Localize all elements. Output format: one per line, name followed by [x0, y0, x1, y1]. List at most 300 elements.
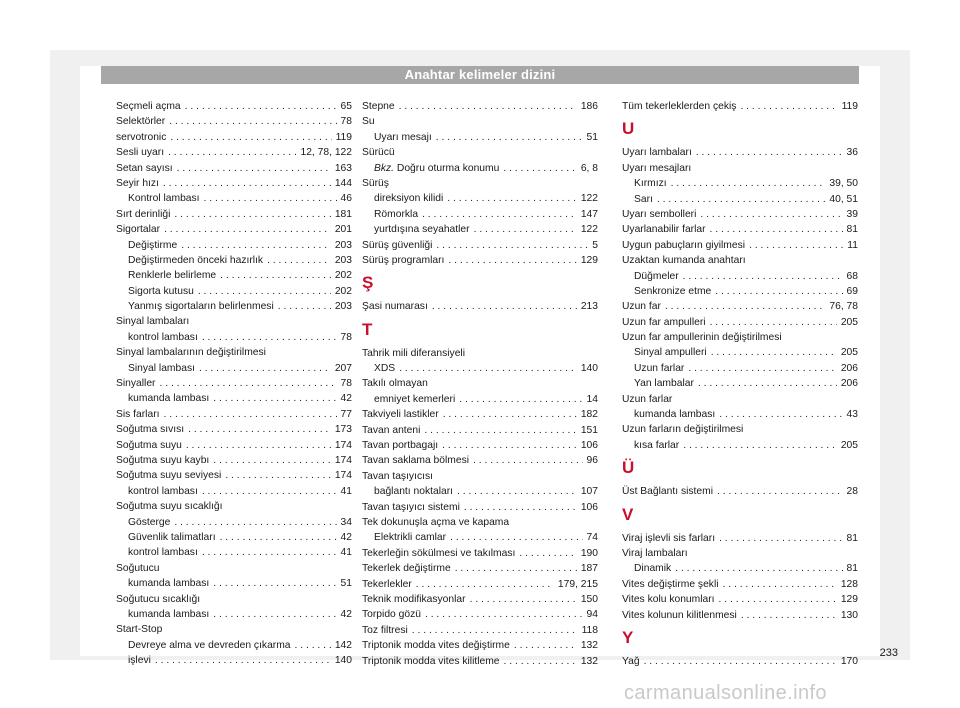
index-column-1 [116, 99, 352, 668]
entry-term: Şasi numarası [362, 301, 428, 313]
entry-term: Devreye alma ve devreden çıkarma [128, 639, 291, 651]
index-entry [362, 376, 598, 391]
index-subentry [622, 284, 858, 299]
entry-term: Güvenlik talimatları [128, 531, 216, 543]
leader-dots [202, 330, 337, 345]
index-entry [362, 577, 598, 592]
index-subentry [116, 653, 352, 668]
watermark: carmanualsonline.info [624, 682, 827, 704]
leader-dots [168, 145, 296, 160]
index-entry [116, 422, 352, 437]
page-ref: 39 [846, 208, 858, 220]
index-subentry [622, 407, 858, 422]
index-entry [362, 176, 598, 191]
leader-dots [671, 176, 826, 191]
index-subentry [622, 269, 858, 284]
index-entry [362, 515, 598, 530]
index-subentry [116, 515, 352, 530]
index-entry [362, 114, 598, 129]
leader-dots [665, 299, 825, 314]
index-entry [116, 453, 352, 468]
index-subentry [116, 576, 352, 591]
entry-term: yurtdışına seyahatler [374, 224, 470, 236]
entry-term: kontrol lambası [128, 547, 198, 559]
section-letter: Y [622, 627, 634, 647]
entry-term: Sinyaller [116, 378, 156, 390]
page-ref: 132 [580, 655, 598, 667]
leader-dots [723, 577, 837, 592]
index-entry [622, 99, 858, 114]
index-entry [362, 561, 598, 576]
leader-dots [160, 376, 337, 391]
index-subentry [362, 222, 598, 237]
leader-dots [688, 361, 836, 376]
index-entry [362, 438, 598, 453]
leader-dots [170, 130, 331, 145]
page-ref: 118 [581, 624, 598, 636]
page-ref: 69 [846, 285, 858, 297]
leader-dots [436, 130, 583, 145]
leader-dots [683, 438, 837, 453]
entry-term: Vites değiştirme şekli [622, 578, 719, 590]
index-entry [622, 145, 858, 160]
leader-dots [715, 284, 842, 299]
entry-term: Setan sayısı [116, 162, 173, 174]
page-ref: 190 [580, 547, 598, 559]
leader-dots [213, 607, 336, 622]
entry-term: Sinyal lambası [128, 362, 195, 374]
entry-term: Uyarı mesajı [374, 131, 432, 143]
page-ref: 42 [340, 608, 352, 620]
entry-term: kumanda lambası [128, 578, 210, 590]
entry-term: Tekerlekler [362, 578, 412, 590]
entry-term: Viraj lambaları [622, 547, 688, 559]
index-entry [116, 592, 352, 607]
page-ref: 128 [840, 578, 858, 590]
page-ref: 130 [840, 609, 858, 621]
page-ref: 74 [586, 532, 598, 544]
leader-dots [719, 407, 842, 422]
index-entry [362, 623, 598, 638]
leader-dots [448, 253, 576, 268]
page-ref: 201 [334, 224, 352, 236]
entry-term: Tahrik mili diferansiyeli [362, 347, 465, 359]
leader-dots [504, 654, 577, 669]
entry-term: Tavan taşıyıcı sistemi [362, 501, 460, 513]
index-entry [362, 607, 598, 622]
page-ref: 181 [334, 208, 352, 220]
leader-dots [675, 561, 842, 576]
index-entry [622, 238, 858, 253]
index-entry [622, 546, 858, 561]
entry-term [374, 161, 499, 176]
leader-dots [399, 361, 577, 376]
leader-dots [711, 345, 837, 360]
leader-dots [225, 468, 331, 483]
index-subentry [362, 130, 598, 145]
index-entry [622, 207, 858, 222]
entry-term: kumanda lambası [128, 393, 210, 405]
page-ref: 96 [586, 455, 598, 467]
page-ref: 65 [340, 101, 352, 112]
entry-term: Torpido gözü [362, 609, 421, 621]
page-ref: 12, 78, 122 [300, 147, 352, 159]
section-letter: V [622, 504, 634, 524]
leader-dots [719, 531, 842, 546]
entry-term: Tavan anteni [362, 424, 421, 436]
leader-dots [186, 438, 331, 453]
index-subentry [116, 299, 352, 314]
leader-dots [717, 484, 843, 499]
page-ref: 51 [586, 131, 598, 143]
leader-dots [198, 284, 331, 299]
entry-term: Yanmış sigortaların belirlenmesi [128, 301, 274, 313]
entry-term: Soğutma suyu seviyesi [116, 470, 222, 482]
leader-dots [719, 592, 837, 607]
entry-term: bağlantı noktaları [374, 486, 453, 498]
page-ref: 78 [340, 116, 352, 128]
entry-term: Sigortalar [116, 224, 161, 236]
index-entry [622, 315, 858, 330]
page-ref: 205 [840, 439, 858, 451]
index-subentry [116, 284, 352, 299]
entry-term: Sigorta kutusu [128, 285, 194, 297]
index-subentry [116, 330, 352, 345]
page-header: Anahtar kelimeler dizini [101, 66, 859, 84]
entry-term: Sinyal lambalarının değiştirilmesi [116, 347, 266, 359]
index-entry [116, 99, 352, 114]
leader-dots [177, 161, 331, 176]
entry-term: Soğutma suyu [116, 439, 182, 451]
entry-term: Uyarı mesajları [622, 162, 692, 174]
index-entry [116, 407, 352, 422]
index-subentry [362, 530, 598, 545]
index-entry [622, 299, 858, 314]
leader-dots [213, 391, 336, 406]
entry-term: Yan lambalar [634, 378, 694, 390]
leader-dots [443, 407, 577, 422]
leader-dots [698, 376, 837, 391]
entry-term: Tekerlek değiştirme [362, 563, 451, 575]
index-subentry [116, 191, 352, 206]
leader-dots [741, 608, 837, 623]
entry-term: kısa farlar [634, 439, 680, 451]
index-entry [362, 145, 598, 160]
index-subentry [116, 530, 352, 545]
page-ref: 206 [840, 362, 858, 374]
page-ref: 11 [847, 239, 858, 251]
leader-dots [442, 438, 577, 453]
page-ref: 205 [840, 316, 858, 328]
entry-term: Uzaktan kumanda anahtarı [622, 255, 746, 267]
index-entry [362, 99, 598, 114]
entry-term: Soğutucu sıcaklığı [116, 593, 201, 605]
leader-dots [204, 191, 337, 206]
entry-term: Start-Stop [116, 624, 163, 636]
entry-term: Su [362, 116, 375, 128]
entry-term: Sarı [634, 193, 653, 205]
page-ref: 132 [580, 640, 598, 652]
page-ref: 76, 78 [829, 301, 858, 313]
entry-term: Sürüş [362, 177, 389, 189]
index-entry [622, 422, 858, 437]
page-ref: 28 [846, 486, 858, 498]
index-entry [362, 346, 598, 361]
leader-dots [199, 361, 331, 376]
page-ref: 42 [340, 531, 352, 543]
index-entry [362, 299, 598, 314]
index-entry [116, 468, 352, 483]
entry-term: Üst Bağlantı sistemi [622, 486, 713, 498]
index-column-3 [622, 99, 858, 669]
leader-dots [696, 145, 843, 160]
page-ref: 6, 8 [580, 162, 598, 174]
page-ref: 144 [334, 177, 352, 189]
index-entry [116, 207, 352, 222]
entry-term: Sis farları [116, 408, 160, 420]
page-ref: 68 [846, 270, 858, 282]
leader-dots [503, 161, 576, 176]
index-entry [116, 176, 352, 191]
page-number: 233 [879, 647, 898, 659]
page-ref: 163 [334, 162, 352, 174]
entry-term: Selektörler [116, 116, 166, 128]
entry-term: Toz filtresi [362, 624, 408, 636]
entry-term: Sesli uyarı [116, 147, 165, 159]
entry-term: emniyet kemerleri [374, 393, 456, 405]
page-ref: 36 [846, 147, 858, 159]
leader-dots [424, 423, 576, 438]
leader-dots [169, 114, 336, 129]
page-ref: 42 [340, 393, 352, 405]
index-entry [116, 561, 352, 576]
index-column-2 [362, 99, 598, 669]
leader-dots [425, 607, 583, 622]
entry-term: Uygun pabuçların giyilmesi [622, 239, 746, 251]
entry-term: Tüm tekerleklerden çekiş [622, 101, 737, 112]
entry-term: Uzun farlar [634, 362, 685, 374]
index-entry [362, 453, 598, 468]
page-ref: 46 [340, 193, 352, 205]
entry-term: XDS [374, 363, 396, 375]
entry-term: kontrol lambası [128, 331, 198, 343]
page-ref: 147 [580, 208, 598, 220]
index-entry [622, 161, 858, 176]
page-ref: 5 [592, 239, 598, 251]
page-ref: 14 [586, 393, 598, 405]
leader-dots [412, 623, 578, 638]
page-ref: 39, 50 [829, 178, 858, 190]
index-subentry [362, 161, 598, 176]
leader-dots [464, 500, 577, 515]
entry-term: Soğutma suyu sıcaklığı [116, 501, 223, 513]
index-subentry [116, 484, 352, 499]
page-ref: 151 [580, 424, 598, 436]
see-reference: Bkz. [374, 162, 395, 174]
index-subentry [116, 607, 352, 622]
entry-term: Vites kolunun kilitlenmesi [622, 609, 737, 621]
index-entry [622, 330, 858, 345]
page-ref: 140 [580, 363, 598, 375]
page-ref: 202 [334, 270, 352, 282]
index-entry [622, 222, 858, 237]
entry-term: Sürüş programları [362, 254, 445, 266]
index-entry [622, 531, 858, 546]
entry-term: Soğutma sıvısı [116, 424, 185, 436]
page-ref: 122 [580, 224, 598, 236]
entry-term: Viraj işlevli sis farları [622, 532, 716, 544]
page-ref: 174 [334, 470, 352, 482]
index-entry [116, 161, 352, 176]
index-entry [622, 577, 858, 592]
section-letter: Ü [622, 458, 635, 478]
leader-dots [164, 222, 331, 237]
index-entry [362, 500, 598, 515]
index-subentry [116, 391, 352, 406]
leader-dots [749, 238, 843, 253]
index-entry [362, 592, 598, 607]
entry-term: Teknik modifikasyonlar [362, 593, 466, 605]
index-entry [362, 253, 598, 268]
entry-term: Tavan saklama bölmesi [362, 455, 470, 467]
leader-dots [422, 207, 577, 222]
page-ref: 81 [846, 563, 858, 575]
entry-term: Takviyeli lastikler [362, 409, 439, 421]
entry-term: Römorkla [374, 208, 419, 220]
page-ref: 43 [846, 409, 858, 421]
leader-dots [700, 207, 842, 222]
page-ref: 182 [580, 409, 598, 421]
page-ref: 122 [580, 193, 598, 205]
entry-term: Sürücü [362, 147, 395, 159]
index-subentry [362, 392, 598, 407]
leader-dots [450, 530, 582, 545]
leader-dots [278, 299, 331, 314]
page-ref: 34 [340, 516, 352, 528]
page-ref: 186 [580, 101, 598, 112]
page-ref: 203 [334, 254, 352, 266]
index-subentry [622, 176, 858, 191]
page-ref: 40, 51 [829, 193, 858, 205]
page-ref: 142 [334, 639, 352, 651]
leader-dots [470, 592, 577, 607]
entry-term: kumanda lambası [634, 409, 716, 421]
index-subentry [622, 192, 858, 207]
entry-term: Senkronize etme [634, 285, 712, 297]
index-subentry [116, 545, 352, 560]
page-ref: 106 [580, 440, 598, 452]
index-subentry [362, 207, 598, 222]
page-ref: 207 [334, 362, 352, 374]
index-entry [362, 638, 598, 653]
entry-term: Gösterge [128, 516, 171, 528]
index-subentry [622, 376, 858, 391]
entry-term: kontrol lambası [128, 485, 198, 497]
entry-term: Tekerleğin sökülmesi ve takılması [362, 547, 516, 559]
index-entry [622, 253, 858, 268]
entry-term: Uyarı sembolleri [622, 208, 697, 220]
entry-term: Seyir hızı [116, 177, 159, 189]
entry-term: Seçmeli açma [116, 101, 181, 112]
leader-dots [683, 269, 843, 284]
page-ref: 174 [334, 439, 352, 451]
page-ref: 78 [340, 331, 352, 343]
leader-dots [295, 638, 331, 653]
leader-dots [174, 515, 336, 530]
page-ref: 174 [334, 454, 352, 466]
index-entry [116, 345, 352, 360]
leader-dots [220, 530, 337, 545]
page-ref: 51 [340, 578, 352, 590]
entry-term: Sinyal lambaları [116, 316, 190, 328]
index-entry [622, 592, 858, 607]
index-entry [116, 622, 352, 637]
entry-term: Değiştirme [128, 239, 178, 251]
index-entry [116, 376, 352, 391]
entry-term: Sinyal ampulleri [634, 347, 707, 359]
page-ref: 187 [580, 563, 598, 575]
entry-term: Vites kolu konumları [622, 594, 715, 606]
entry-term: Tek dokunuşla açma ve kapama [362, 516, 510, 528]
page-ref: 119 [841, 101, 858, 112]
page-ref: 77 [340, 408, 352, 420]
index-entry [116, 438, 352, 453]
entry-term: Dinamik [634, 563, 672, 575]
index-subentry [116, 268, 352, 283]
leader-dots [710, 315, 837, 330]
index-subentry [622, 345, 858, 360]
entry-term: Takılı olmayan [362, 378, 428, 390]
page-ref: 206 [840, 378, 858, 390]
leader-dots [220, 268, 331, 283]
entry-term: Kontrol lambası [128, 193, 200, 205]
entry-term-text: Doğru oturma konumu [394, 162, 500, 174]
entry-term: Sürüş güvenliği [362, 239, 433, 251]
entry-term: Stepne [362, 101, 395, 112]
page-ref: 41 [340, 485, 352, 497]
page-ref: 119 [335, 131, 352, 143]
index-entry [116, 222, 352, 237]
index-entry [116, 499, 352, 514]
entry-term: Uzun far [622, 301, 661, 313]
leader-dots [519, 546, 576, 561]
index-subentry [362, 191, 598, 206]
page-ref: 107 [580, 486, 598, 498]
page-ref: 140 [334, 655, 352, 667]
entry-term: Uzun farlar [622, 393, 673, 405]
section-letter: Ş [362, 273, 374, 293]
entry-term: direksiyon kilidi [374, 193, 444, 205]
page-ref: 94 [586, 609, 598, 621]
index-subentry [116, 238, 352, 253]
leader-dots [181, 238, 331, 253]
index-subentry [362, 361, 598, 376]
entry-term: Soğutma suyu kaybı [116, 454, 210, 466]
index-subentry [622, 561, 858, 576]
leader-dots [188, 422, 331, 437]
leader-dots [416, 577, 554, 592]
index-subentry [622, 438, 858, 453]
entry-term: Uzun farların değiştirilmesi [622, 424, 744, 436]
index-entry [622, 484, 858, 499]
leader-dots [474, 222, 577, 237]
entry-term: Elektrikli camlar [374, 532, 447, 544]
entry-term: servotronic [116, 131, 167, 143]
index-entry [362, 407, 598, 422]
index-entry [116, 114, 352, 129]
leader-dots [459, 392, 582, 407]
page-ref: 81 [846, 224, 858, 236]
